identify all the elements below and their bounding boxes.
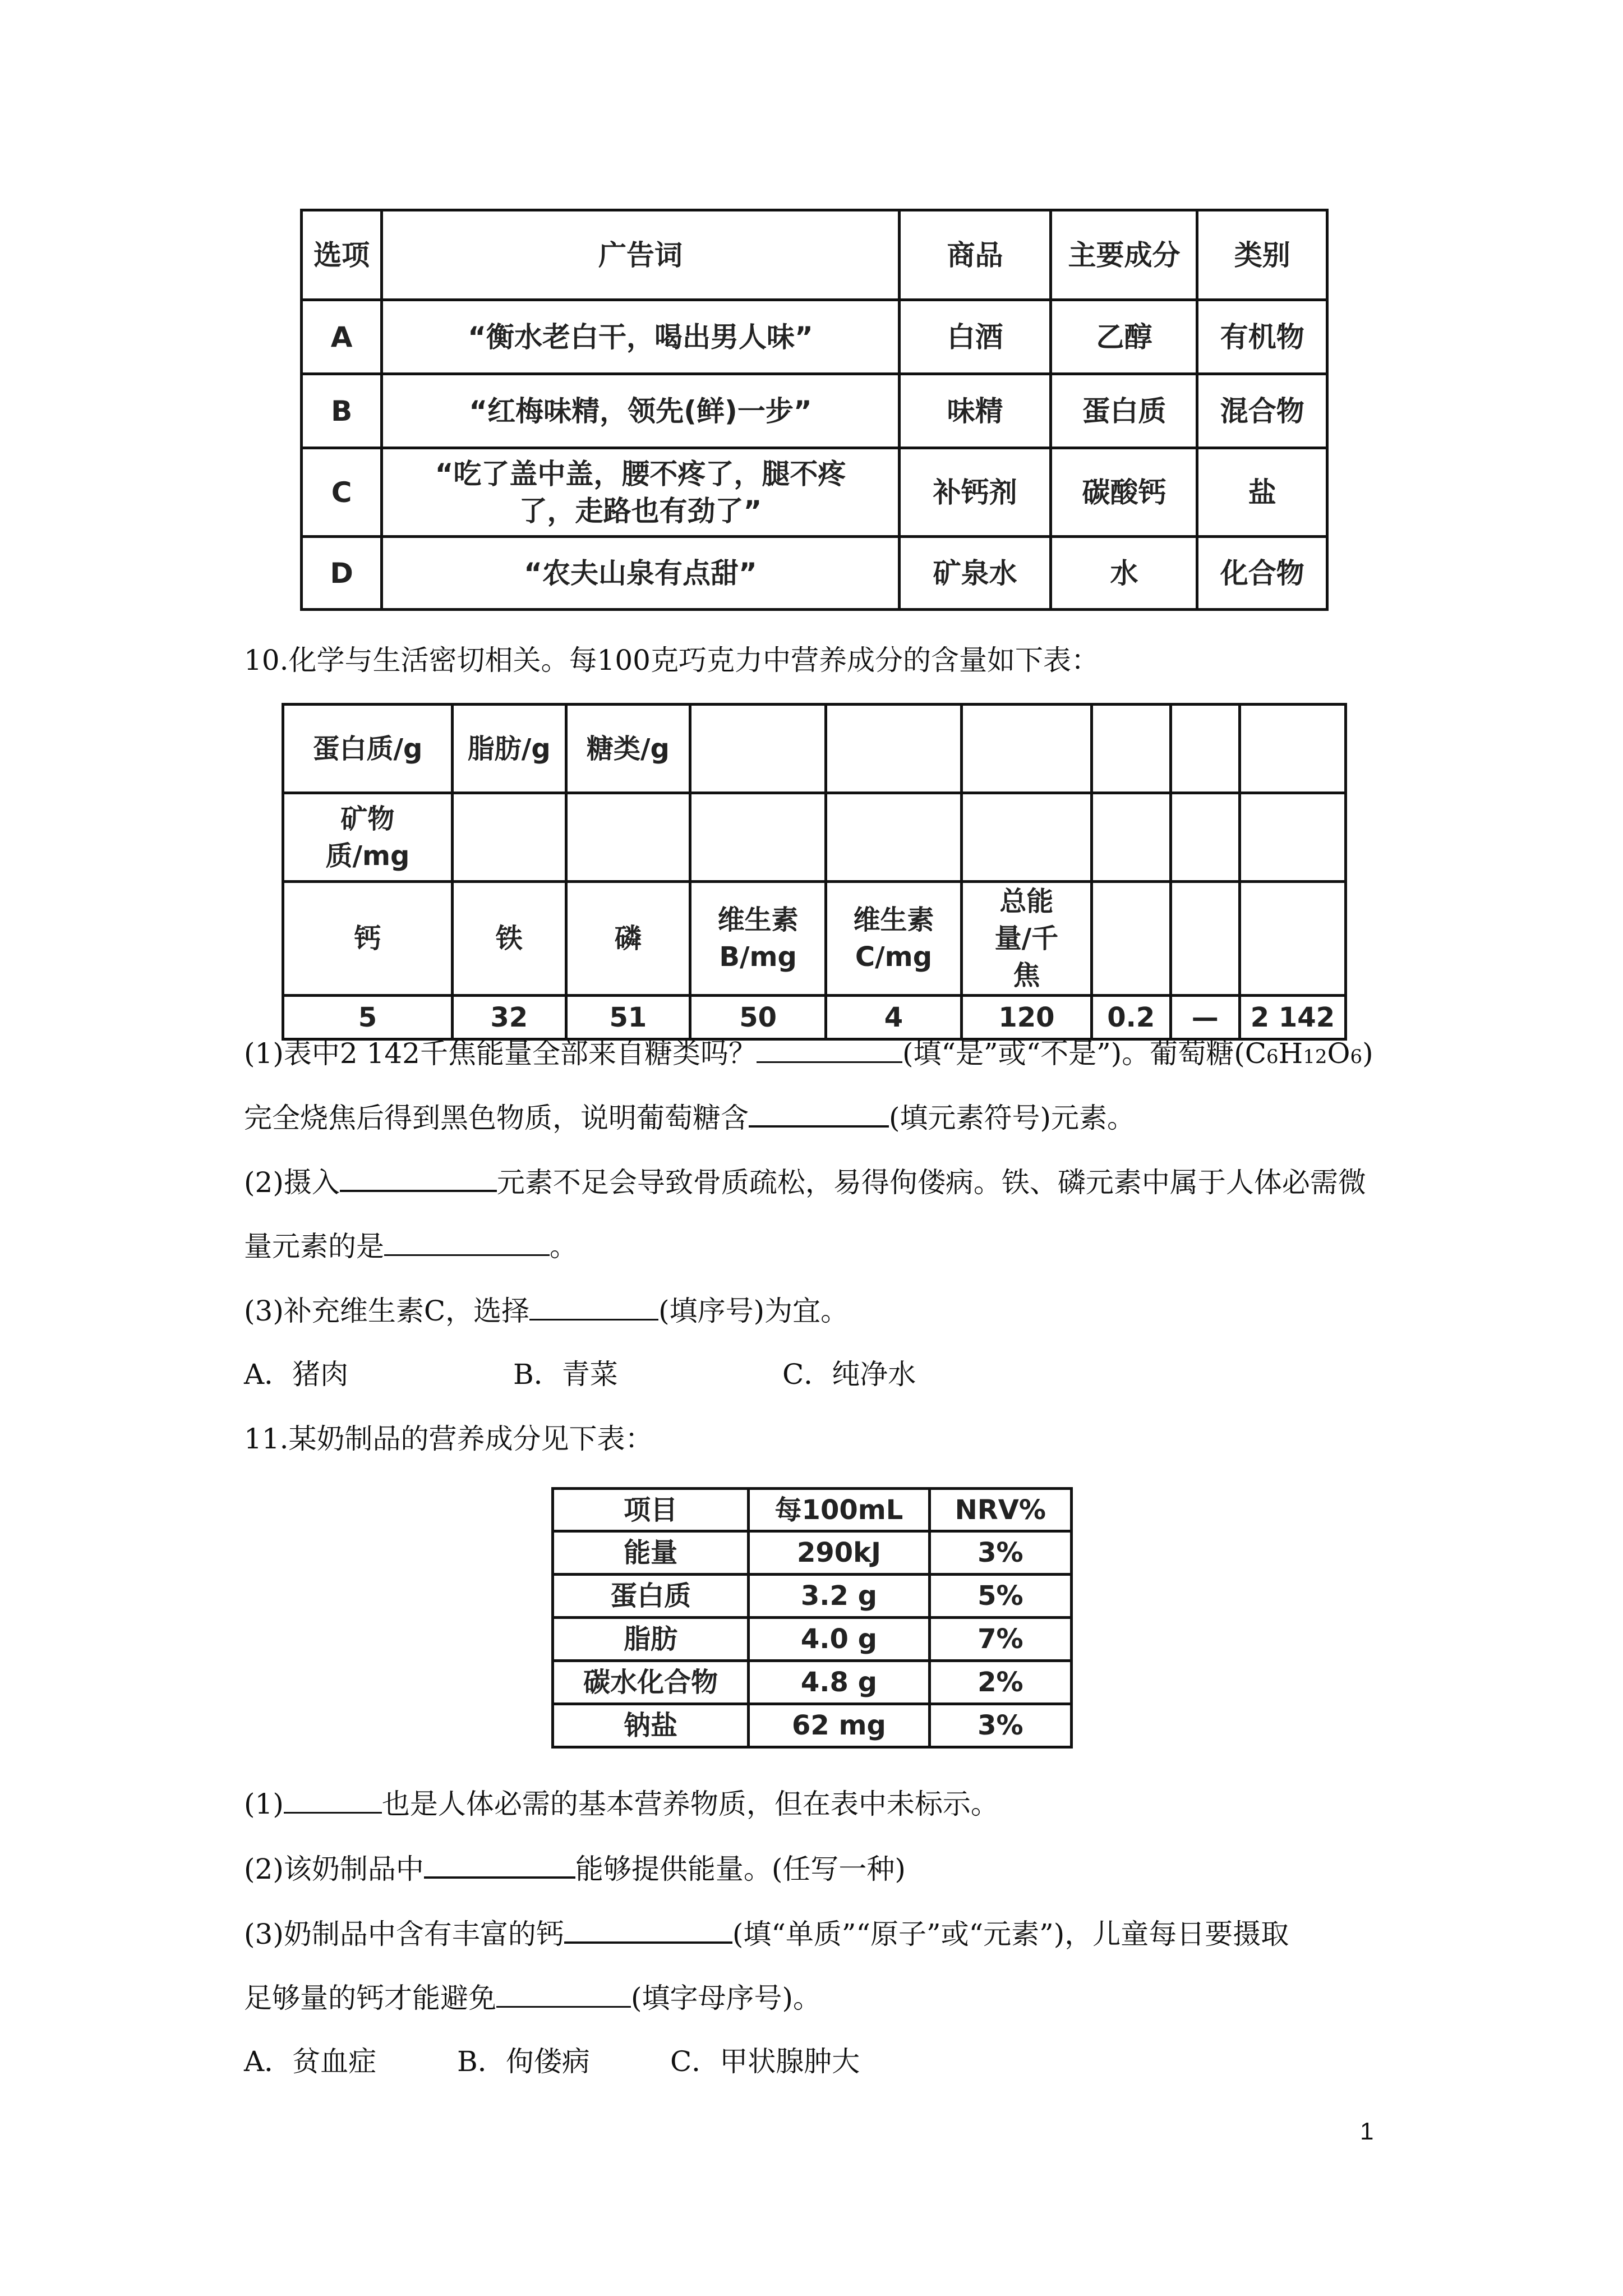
- cell: 4.0 g: [749, 1618, 929, 1661]
- cell: 3.2 g: [749, 1575, 929, 1618]
- cell: [1091, 705, 1170, 793]
- text: (1): [244, 1788, 284, 1820]
- option-c[interactable]: C．甲状腺肿大: [670, 2045, 860, 2078]
- ad-table: [300, 209, 1329, 611]
- table-row: [553, 1704, 1072, 1747]
- header-category: 类别: [1197, 210, 1327, 300]
- question-10-stem: 10.化学与生活密切相关。每100克巧克力中营养成分的含量如下表：: [244, 644, 1099, 677]
- cell: 盐: [1197, 448, 1327, 537]
- text: 元素不足会导致骨质疏松，易得佝偻病。铁、磷元素中属于人体必需微: [496, 1166, 1366, 1199]
- table-row: [553, 1575, 1072, 1618]
- text: (填字母序号)。: [631, 1982, 822, 2014]
- table-row: [283, 705, 1346, 793]
- table-row: [553, 1618, 1072, 1661]
- cell: 5: [283, 996, 453, 1039]
- cell: 4.8 g: [749, 1661, 929, 1704]
- cell: [1239, 705, 1345, 793]
- answer-blank[interactable]: [340, 1164, 497, 1192]
- cell: 矿物质/mg: [283, 793, 453, 882]
- cell: D: [302, 537, 382, 610]
- cell: [826, 793, 962, 882]
- cell: 磷: [566, 882, 690, 996]
- text: (填元素符号)元素。: [889, 1102, 1136, 1134]
- q10-part3: [244, 1293, 849, 1328]
- answer-blank[interactable]: [424, 1851, 575, 1879]
- q10-options: [244, 1358, 916, 1391]
- cell: 脂肪/g: [452, 705, 566, 793]
- table-row: [283, 882, 1346, 996]
- table-row: [553, 1531, 1072, 1575]
- cell: 3%: [929, 1531, 1071, 1575]
- cell: A: [302, 300, 382, 374]
- cell: 水: [1051, 537, 1197, 610]
- cell: [1091, 793, 1170, 882]
- cell: 碳酸钙: [1051, 448, 1197, 537]
- table-row: [302, 448, 1327, 537]
- header-per-100ml: 每100mL: [749, 1489, 929, 1531]
- cell: 51: [566, 996, 690, 1039]
- text: (1)表中2 142千焦能量全部来自糖类吗？: [244, 1037, 757, 1070]
- option-b[interactable]: B．佝偻病: [457, 2045, 590, 2078]
- q10-part2-line2: [244, 1228, 578, 1263]
- q11-part1: [244, 1786, 999, 1821]
- cell: 290kJ: [749, 1531, 929, 1575]
- header-ingredient: 主要成分: [1051, 210, 1197, 300]
- header-nrv: NRV%: [929, 1489, 1071, 1531]
- text: (3)补充维生素C，选择: [244, 1295, 530, 1327]
- q10-part1-line2: [244, 1099, 1135, 1135]
- cell: 120: [961, 996, 1091, 1039]
- cell: 0.2: [1091, 996, 1170, 1039]
- cell: [961, 793, 1091, 882]
- table-row: [302, 537, 1327, 610]
- table-row: [302, 300, 1327, 374]
- option-a[interactable]: A．贫血症: [244, 2045, 377, 2078]
- question-11-stem: 11.某奶制品的营养成分见下表：: [244, 1423, 653, 1455]
- table-row: [302, 374, 1327, 448]
- text: 完全烧焦后得到黑色物质，说明葡萄糖含: [244, 1102, 749, 1134]
- header-item: 项目: [553, 1489, 749, 1531]
- dairy-nutrition-table: [551, 1487, 1073, 1749]
- cell: 铁: [452, 882, 566, 996]
- cell: 62 mg: [749, 1704, 929, 1747]
- cell: 白酒: [899, 300, 1051, 374]
- cell: 能量: [553, 1531, 749, 1575]
- cell: 钙: [283, 882, 453, 996]
- text: (2)摄入: [244, 1166, 340, 1199]
- cell: —: [1170, 996, 1239, 1039]
- cell: 总能量/千焦: [961, 882, 1091, 996]
- answer-blank[interactable]: [284, 1786, 382, 1814]
- text: (3)奶制品中含有丰富的钙: [244, 1918, 564, 1950]
- q10-part1-line1: (1)表中2 142千焦能量全部来自糖类吗？ (填“是”或“不是”)。葡萄糖(C6H12O6): [244, 1036, 1373, 1074]
- cell: 7%: [929, 1618, 1071, 1661]
- cell: 脂肪: [553, 1618, 749, 1661]
- cell: 蛋白质/g: [283, 705, 453, 793]
- cell: [452, 793, 566, 882]
- cell: 维生素B/mg: [690, 882, 826, 996]
- cell: [1170, 705, 1239, 793]
- text: 。: [550, 1230, 578, 1263]
- q11-part3-line2: [244, 1980, 821, 2015]
- answer-blank[interactable]: [749, 1099, 889, 1128]
- answer-blank[interactable]: [529, 1293, 658, 1320]
- cell: 50: [690, 996, 826, 1039]
- option-b[interactable]: B．青菜: [513, 1358, 618, 1391]
- cell: 蛋白质: [553, 1575, 749, 1618]
- answer-blank[interactable]: [384, 1228, 550, 1256]
- text: 量元素的是: [244, 1230, 384, 1263]
- chocolate-nutrition-table: [282, 703, 1347, 1041]
- q11-options: [244, 2045, 860, 2078]
- header-slogan: 广告词: [382, 210, 899, 300]
- cell: [961, 705, 1091, 793]
- cell: [690, 793, 826, 882]
- cell: 糖类/g: [566, 705, 690, 793]
- cell: 32: [452, 996, 566, 1039]
- cell: [826, 705, 962, 793]
- cell: 5%: [929, 1575, 1071, 1618]
- cell: 2 142: [1239, 996, 1345, 1039]
- table-row: [553, 1489, 1072, 1531]
- cell: 乙醇: [1051, 300, 1197, 374]
- answer-blank[interactable]: [564, 1916, 732, 1944]
- cell: 补钙剂: [899, 448, 1051, 537]
- text: (填序号)为宜。: [658, 1295, 849, 1327]
- cell: 3%: [929, 1704, 1071, 1747]
- cell: 蛋白质: [1051, 374, 1197, 448]
- cell: “农夫山泉有点甜”: [382, 537, 899, 610]
- q10-part2-line1: [244, 1164, 1366, 1199]
- page-number: 1: [1360, 2118, 1374, 2145]
- cell: [1170, 882, 1239, 996]
- answer-blank[interactable]: [757, 1036, 902, 1063]
- cell: B: [302, 374, 382, 448]
- header-product: 商品: [899, 210, 1051, 300]
- cell: [566, 793, 690, 882]
- cell: “吃了盖中盖，腰不疼了，腿不疼了，走路也有劲了”: [382, 448, 899, 537]
- cell: 矿泉水: [899, 537, 1051, 610]
- cell: “衡水老白干，喝出男人味”: [382, 300, 899, 374]
- header-option: 选项: [302, 210, 382, 300]
- cell: [1170, 793, 1239, 882]
- table-row: [283, 996, 1346, 1039]
- answer-blank[interactable]: [496, 1980, 631, 2008]
- cell: 4: [826, 996, 962, 1039]
- text: 能够提供能量。(任写一种): [575, 1853, 906, 1885]
- cell: 碳水化合物: [553, 1661, 749, 1704]
- cell: 有机物: [1197, 300, 1327, 374]
- cell: 化合物: [1197, 537, 1327, 610]
- cell: [1091, 882, 1170, 996]
- cell: [1239, 793, 1345, 882]
- q11-part2: [244, 1851, 906, 1886]
- text: (填“单质”“原子”或“元素”)，儿童每日要摄取: [732, 1918, 1289, 1950]
- cell: [1239, 882, 1345, 996]
- text: 也是人体必需的基本营养物质，但在表中未标示。: [381, 1788, 999, 1820]
- cell: “红梅味精，领先(鲜)一步”: [382, 374, 899, 448]
- cell: 钠盐: [553, 1704, 749, 1747]
- cell: 味精: [899, 374, 1051, 448]
- text: 足够量的钙才能避免: [244, 1982, 496, 2014]
- text: (填“是”或“不是”)。葡萄糖(C: [902, 1037, 1266, 1070]
- q11-part3-line1: [244, 1916, 1289, 1951]
- cell: 2%: [929, 1661, 1071, 1704]
- text: (2)该奶制品中: [244, 1853, 424, 1885]
- cell: C: [302, 448, 382, 537]
- cell: [690, 705, 826, 793]
- table-row: [553, 1661, 1072, 1704]
- cell: 维生素C/mg: [826, 882, 962, 996]
- cell: 混合物: [1197, 374, 1327, 448]
- option-c[interactable]: C．纯净水: [782, 1358, 916, 1391]
- option-a[interactable]: A．猪肉: [244, 1358, 349, 1391]
- table-row: [283, 793, 1346, 882]
